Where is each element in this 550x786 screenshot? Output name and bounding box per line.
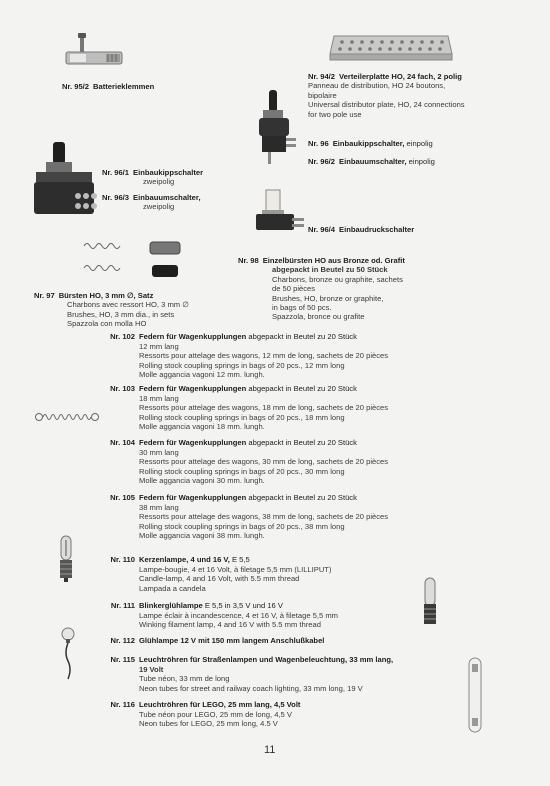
neon-tube-image <box>464 656 486 736</box>
item-title: Einzelbürsten HO aus Bronze od. Grafit <box>262 256 405 265</box>
item-96-1 <box>102 168 203 187</box>
item-title-rest: einpolig <box>406 157 435 166</box>
push-button-switch-image <box>252 188 308 238</box>
item-line: zweipolig <box>143 202 175 212</box>
item-title: Einbauumschalter, <box>339 157 407 166</box>
item-line: Spazzola, bronce ou grafite <box>272 312 365 322</box>
entry-number: Nr. 105 <box>110 493 135 502</box>
item-line: bipolaire <box>308 90 337 100</box>
item-line: Brushes, HO, 3 mm dia., in sets <box>67 309 175 319</box>
entry-number: Nr. 104 <box>110 438 135 447</box>
item-number: Nr. 96/1 <box>102 168 130 177</box>
item-number: Nr. 96/4 <box>308 225 336 234</box>
item-line: Panneau de distribution, HO 24 boutons, <box>308 81 446 91</box>
entry-line: Candle-lamp, 4 and 16 Volt, with 5.5 mm thread <box>139 574 300 584</box>
item-98 <box>238 256 405 322</box>
item-number: Nr. 98 <box>238 256 259 265</box>
item-title: Verteilerplatte HO, 24 fach, 2 polig <box>339 72 462 81</box>
entry-line: Ressorts pour attelage des wagons, 30 mm de long, sachets de 20 pièces <box>139 457 389 467</box>
candle-lamp-image <box>55 534 77 584</box>
entry-title: Leuchtröhren für LEGO, 25 mm lang, 4,5 Volt <box>139 700 301 709</box>
entry-103 <box>101 384 389 432</box>
entry-line: 30 mm lang <box>139 447 179 457</box>
page-number: 11 <box>264 744 276 756</box>
item-line: zweipolig <box>143 177 175 187</box>
entry-line: Ressorts pour attelage des wagons, 12 mm de long, sachets de 20 pièces <box>139 351 389 361</box>
entry-line: 38 mm lang <box>139 502 179 512</box>
entry-number: Nr. 116 <box>110 700 135 709</box>
entry-line: 18 mm lang <box>139 393 179 403</box>
entry-line: Ressorts pour attelage des wagons, 18 mm de long, sachets de 20 pièces <box>139 403 389 413</box>
entry-line: Rolling stock coupling springs in bags of 20 pcs., 12 mm long <box>139 360 345 370</box>
item-title: Einbaukippschalter <box>133 168 204 177</box>
entry-title: Federn für Wagenkupplungen abgepackt in Beutel zu 20 Stück <box>139 438 357 447</box>
entry-number: Nr. 112 <box>110 636 135 645</box>
entry-116 <box>101 700 301 729</box>
item-title: Einbaukippschalter, <box>332 139 405 148</box>
entry-title: Glühlampe 12 V mit 150 mm langem Anschlußkabel <box>139 636 325 645</box>
item-line: de 50 pièces <box>272 284 316 294</box>
entry-102 <box>101 332 389 380</box>
entry-line: Tube néon pour LEGO, 25 mm de long, 4,5 V <box>139 709 292 719</box>
entry-title: Leuchtröhren für Straßenlampen und Wagenbeleuchtung, 33 mm lang, <box>139 655 394 664</box>
item-96-4 <box>308 225 414 234</box>
item-title-rest: einpolig <box>404 139 433 148</box>
item-number: Nr. 94/2 <box>308 72 336 81</box>
item-number: Nr. 97 <box>34 291 55 300</box>
item-title: Bürsten HO, 3 mm ∅, Satz <box>58 291 154 300</box>
item-96-3 <box>102 193 201 212</box>
battery-clamp-image <box>62 30 130 74</box>
winking-lamp-image <box>422 576 438 628</box>
item-line: Brushes, HO, bronze or graphite, <box>272 293 384 303</box>
entry-line: 12 mm lang <box>139 341 179 351</box>
entry-105 <box>101 493 389 541</box>
entry-number: Nr. 102 <box>110 332 135 341</box>
coupling-spring-image <box>34 410 100 424</box>
item-94-2 <box>308 72 465 119</box>
entry-line: Tube néon, 33 mm de long <box>139 674 230 684</box>
item-title: Batterieklemmen <box>93 82 155 91</box>
entry-title-2: 19 Volt <box>139 664 164 674</box>
item-title-2: abgepackt in Beutel zu 50 Stück <box>272 265 388 275</box>
entry-111 <box>101 601 338 630</box>
entry-title: Federn für Wagenkupplungen abgepackt in Beutel zu 20 Stück <box>139 493 357 502</box>
item-title: Einbaudruckschalter <box>339 225 415 234</box>
item-title: Einbauumschalter, <box>133 193 201 202</box>
entry-line: Molle aggancia vagoni 38 mm. lungh. <box>139 531 265 541</box>
brushes-image <box>80 240 188 282</box>
entry-line: Lampe éclair à incandescence, 4 et 16 V, à filetage 5,5 mm <box>139 610 338 620</box>
entry-line: Lampe-bougie, 4 et 16 Volt, à filetage 5,5 mm (LILLIPUT) <box>139 564 332 574</box>
entry-line: Neon tubes for LEGO, 25 mm long, 4.5 V <box>139 719 278 729</box>
entry-title: Federn für Wagenkupplungen abgepackt in Beutel zu 20 Stück <box>139 384 357 393</box>
entry-104 <box>101 438 389 486</box>
entry-title: Blinkerglühlampe E 5,5 in 3,5 V und 16 V <box>139 601 283 610</box>
item-96-2 <box>308 157 435 166</box>
double-pole-switch-image <box>28 140 104 220</box>
item-line: for two pole use <box>308 109 362 119</box>
entry-line: Rolling stock coupling springs in bags of 20 pcs., 38 mm long <box>139 521 345 531</box>
entry-line: Winking filament lamp, 4 and 16 V with 5.5 mm thread <box>139 620 321 630</box>
entry-line: Neon tubes for street and railway coach lighting, 33 mm long, 19 V <box>139 683 363 693</box>
entry-number: Nr. 110 <box>110 555 135 564</box>
item-line: Charbons, bronze ou graphite, sachets <box>272 274 403 284</box>
entry-number: Nr. 115 <box>110 655 135 664</box>
entry-line: Molle aggancia vagoni 12 mm. lungh. <box>139 370 265 380</box>
cable-bulb-image <box>56 624 80 680</box>
item-number: Nr. 96/3 <box>102 193 130 202</box>
entry-title: Kerzenlampe, 4 und 16 V, E 5,5 <box>139 555 250 564</box>
toggle-switch-image <box>254 90 300 166</box>
item-96 <box>308 139 433 148</box>
entry-line: Molle aggancia vagoni 30 mm. lungh. <box>139 476 265 486</box>
item-line: in bags of 50 pcs. <box>272 303 332 313</box>
item-number: Nr. 95/2 <box>62 82 90 91</box>
item-95-2 <box>62 82 154 91</box>
distributor-plate-image <box>328 30 454 64</box>
entry-line: Ressorts pour attelage des wagons, 38 mm de long, sachets de 20 pièces <box>139 512 389 522</box>
entry-110 <box>101 555 332 593</box>
entry-number: Nr. 111 <box>110 601 135 610</box>
item-line: Charbons avec ressort HO, 3 mm ∅ <box>67 300 189 310</box>
entry-line: Molle aggancia vagoni 18 mm. lungh. <box>139 422 265 432</box>
entry-number: Nr. 103 <box>110 384 135 393</box>
entry-title: Federn für Wagenkupplungen abgepackt in Beutel zu 20 Stück <box>139 332 357 341</box>
item-number: Nr. 96 <box>308 139 329 148</box>
item-line: Spazzola con molla HO <box>67 319 147 329</box>
item-line: Universal distributor plate, HO, 24 connections <box>308 100 465 110</box>
item-number: Nr. 96/2 <box>308 157 336 166</box>
entry-115 <box>101 655 394 693</box>
entry-line: Rolling stock coupling springs in bags of 20 pcs., 30 mm long <box>139 466 345 476</box>
item-97 <box>34 291 189 329</box>
entry-112 <box>101 636 325 646</box>
entry-line: Rolling stock coupling springs in bags of 20 pcs., 18 mm long <box>139 412 345 422</box>
entry-line: Lampada a candela <box>139 583 206 593</box>
